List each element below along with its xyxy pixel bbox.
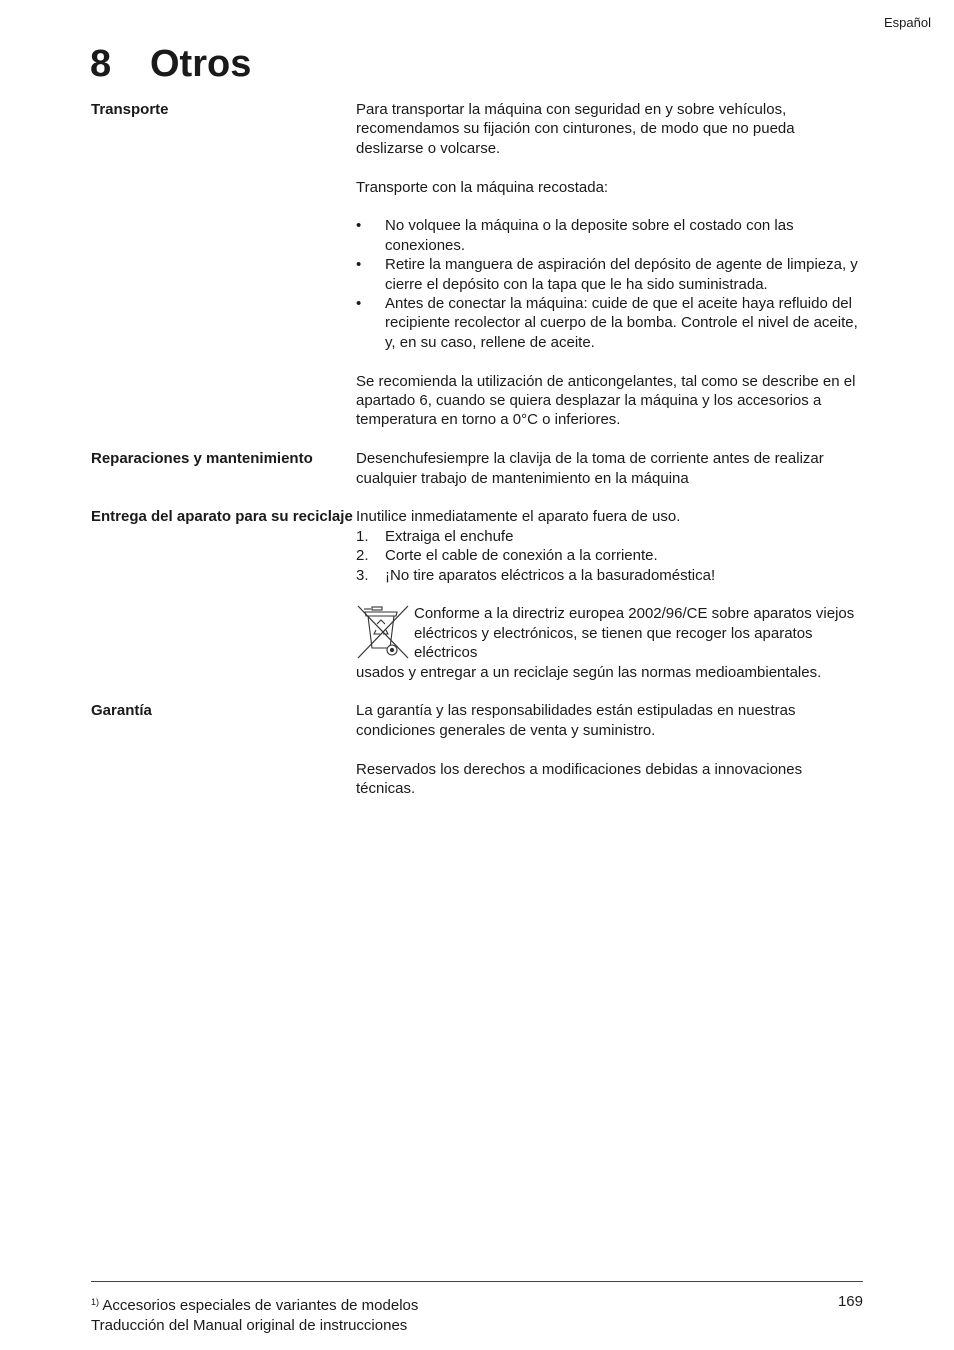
footnote (91, 1292, 418, 1316)
section-label: Entrega del aparato para su reciclaje (91, 508, 353, 526)
list-item-text: Corte el cable de conexión a la corriente. (385, 547, 658, 565)
crossed-out-wheelie-bin-icon (356, 604, 414, 662)
list-item-text: No volquee la máquina o la deposite sobre el costado con las conexiones. (385, 217, 794, 254)
list-item (356, 546, 863, 565)
step-number: 3. (356, 566, 369, 584)
paragraph: Reservados los derechos a modificaciones debidas a innovaciones técnicas. (356, 760, 803, 798)
footer-divider (91, 1281, 863, 1282)
manual-subtitle: Traducción del Manual original de instrucciones (91, 1317, 408, 1334)
section-reparaciones (91, 449, 863, 488)
list-item-text: Extraiga el enchufe (385, 527, 514, 545)
page-number: 169 (837, 1293, 863, 1310)
bullet-mark: • (356, 295, 362, 313)
paragraph: Para transportar la máquina con seguridad en y sobre vehículos, recomendamos su fijación con cinturones, de modo que no pueda deslizarse o volcarse. (356, 101, 795, 157)
list-item (356, 255, 863, 294)
section-garantia (91, 701, 863, 798)
weee-text: Conforme a la directriz europea 2002/96/CE sobre aparatos viejos eléctricos y electrónicos, se tienen que recoger los aparatos eléctricos (414, 605, 855, 662)
paragraph: La garantía y las responsabilidades están estipuladas en nuestras condiciones generales de venta y suministro. (356, 702, 796, 739)
chapter-heading (90, 38, 251, 90)
list-item (356, 216, 863, 255)
weee-notice (356, 604, 863, 662)
section-label: Transporte (91, 101, 169, 118)
step-number: 1. (356, 527, 369, 545)
list-item (356, 566, 863, 585)
list-item (356, 294, 863, 352)
language-label: Español (884, 15, 931, 30)
weee-text-continued: usados y entregar a un reciclaje según las normas medioambientales. (356, 663, 822, 681)
section-label: Reparaciones y mantenimiento (91, 450, 313, 468)
paragraph: Inutilice inmediatamente el aparato fuera de uso. (356, 508, 681, 526)
chapter-title: Otros (150, 43, 252, 85)
footer-left (91, 1292, 418, 1336)
section-transporte (91, 100, 863, 430)
step-number: 2. (356, 547, 369, 565)
list-item (356, 527, 863, 546)
list-item-text: Antes de conectar la máquina: cuide de que el aceite haya refluido del recipiente recolector al cuerpo de la bomba. Controle el nivel de aceite, y, en su caso, rellene de aceite. (385, 295, 858, 351)
list-item-text: ¡No tire aparatos eléctricos a la basuradoméstica! (385, 566, 716, 584)
paragraph: Desenchufesiempre la clavija de la toma de corriente antes de realizar cualquier trabajo de mantenimiento en la máquina (356, 450, 824, 487)
footnote-mark: 1) (91, 1297, 100, 1307)
section-body (356, 449, 863, 488)
section-label: Garantía (91, 702, 152, 720)
paragraph: Se recomienda la utilización de anticongelantes, tal como se describe en el apartado 6, cuando se quiera desplazar la máquina y los accesorios a temperatura en torno a 0°C o inferiores. (356, 372, 856, 429)
list-item-text: Retire la manguera de aspiración del depósito de agente de limpieza, y cierre el depósito con la tapa que le ha sido suministrada. (385, 256, 858, 293)
paragraph: Transporte con la máquina recostada: (356, 178, 609, 196)
chapter-number: 8 (90, 43, 112, 85)
section-reciclaje (91, 507, 863, 682)
section-body (356, 701, 863, 798)
section-body (356, 507, 863, 682)
bullet-mark: • (356, 217, 362, 235)
content (91, 100, 863, 799)
bullet-mark: • (356, 256, 362, 274)
footnote-text: Accesorios especiales de variantes de modelos (102, 1297, 419, 1314)
section-body (356, 100, 863, 430)
